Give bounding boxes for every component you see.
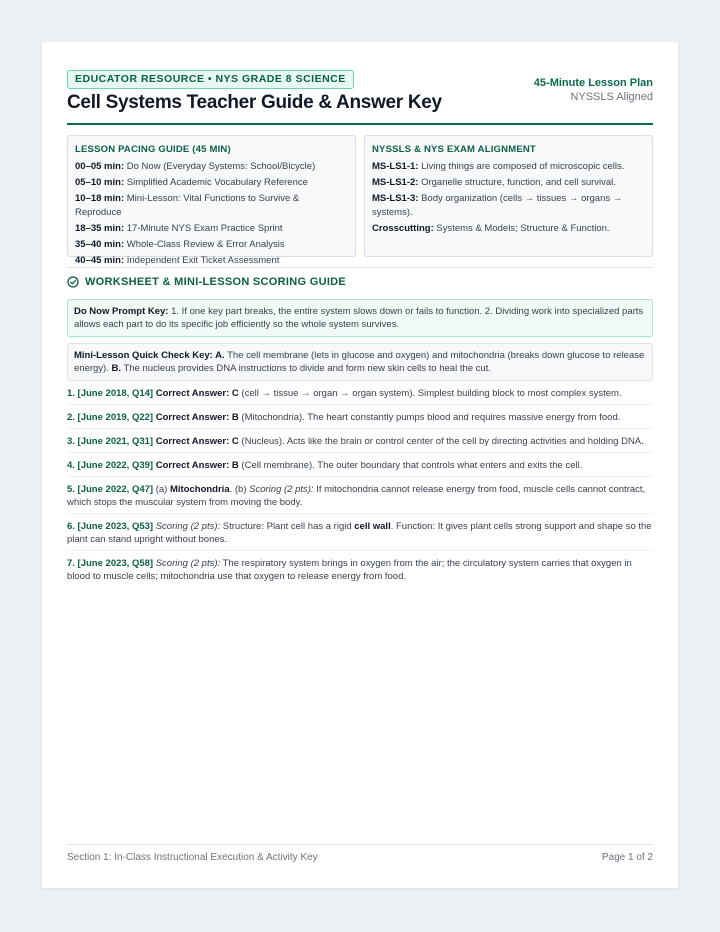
pacing-item: 10–18 min: Mini-Lesson: Vital Functions to Survive & Reproduce bbox=[75, 193, 300, 218]
document-page bbox=[42, 42, 678, 888]
answer-item: 5. [June 2022, Q47] (a) Mitochondria. (b) Scoring (2 pts): If mitochondria cannot release energy from food, muscle cells cannot contract, which stops the muscular system from moving the body. bbox=[67, 483, 653, 514]
lesson-plan-label: 45-Minute Lesson Plan bbox=[533, 77, 653, 89]
page-footer bbox=[67, 844, 653, 863]
standard-item: MS-LS1-3: Body organization (cells → tissues → organs → systems). bbox=[372, 193, 623, 218]
info-boxes bbox=[67, 135, 653, 266]
pacing-item: 40–45 min: Independent Exit Ticket Assessment bbox=[75, 255, 280, 266]
pacing-guide-box bbox=[67, 135, 356, 266]
pacing-item: 35–40 min: Whole-Class Review & Error Analysis bbox=[75, 239, 285, 250]
page-title: Cell Systems Teacher Guide & Answer Key bbox=[67, 92, 442, 113]
resource-badge: EDUCATOR RESOURCE • NYS GRADE 8 SCIENCE bbox=[67, 70, 354, 89]
pacing-guide-title: LESSON PACING GUIDE (45 MIN) bbox=[75, 144, 231, 155]
section-header bbox=[67, 275, 653, 289]
pacing-item: 05–10 min: Simplified Academic Vocabulary Reference bbox=[75, 177, 308, 188]
page-header bbox=[67, 70, 653, 125]
standard-item: Crosscutting: Systems & Models; Structure & Function. bbox=[372, 223, 610, 234]
standard-item: MS-LS1-1: Living things are composed of microscopic cells. bbox=[372, 161, 625, 172]
answer-item: 1. [June 2018, Q14] Correct Answer: C (cell → tissue → organ → organ system). Simplest building block to most complex system. bbox=[67, 387, 653, 405]
standards-box bbox=[364, 135, 653, 257]
answer-item: 4. [June 2022, Q39] Correct Answer: B (Cell membrane). The outer boundary that controls what enters and exits the cell. bbox=[67, 459, 653, 477]
standard-item: MS-LS1-2: Organelle structure, function, and cell survival. bbox=[372, 177, 616, 188]
pacing-item: 18–35 min: 17-Minute NYS Exam Practice Sprint bbox=[75, 223, 283, 234]
do-now-key: Do Now Prompt Key: 1. If one key part breaks, the entire system slows down or fails to function. 2. Dividing work into specialized parts allows each part to do its specific job efficiently so the whole system survives. bbox=[67, 299, 653, 337]
alignment-label: NYSSLS Aligned bbox=[570, 91, 653, 103]
answer-item: 3. [June 2021, Q31] Correct Answer: C (Nucleus). Acts like the brain or control center of the cell by directing activities and holding DNA. bbox=[67, 435, 653, 453]
section-title: WORKSHEET & MINI-LESSON SCORING GUIDE bbox=[85, 276, 347, 288]
page-number: Page 1 of 2 bbox=[601, 852, 653, 863]
pacing-item: 00–05 min: Do Now (Everyday Systems: School/Bicycle) bbox=[75, 161, 316, 172]
footer-section-label: Section 1: In-Class Instructional Execution & Activity Key bbox=[67, 852, 318, 863]
answer-item: 7. [June 2023, Q58] Scoring (2 pts): The respiratory system brings in oxygen from the air; the circulatory system carries that oxygen in blood to muscle cells; mitochondria use that oxygen to release energy from food. bbox=[67, 558, 632, 582]
answer-item: 6. [June 2023, Q53] Scoring (2 pts): Structure: Plant cell has a rigid cell wall. Function: It gives plant cells strong support and shape so the plant can stand upright without bones. bbox=[67, 520, 653, 551]
answer-list bbox=[67, 387, 653, 587]
answer-item: 2. [June 2019, Q22] Correct Answer: B (Mitochondria). The heart constantly pumps blood and requires massive energy from food. bbox=[67, 411, 653, 429]
standards-title: NYSSLS & NYS EXAM ALIGNMENT bbox=[372, 144, 536, 155]
page-content bbox=[67, 70, 653, 888]
header-meta bbox=[534, 76, 653, 105]
check-circle-icon bbox=[67, 276, 79, 288]
quick-check-key: Mini-Lesson Quick Check Key: A. The cell membrane (lets in glucose and oxygen) and mitochondria (breaks down glucose to release energy). B. The nucleus provides DNA instructions to divide and form new skin cells to heal the cut. bbox=[67, 343, 653, 381]
